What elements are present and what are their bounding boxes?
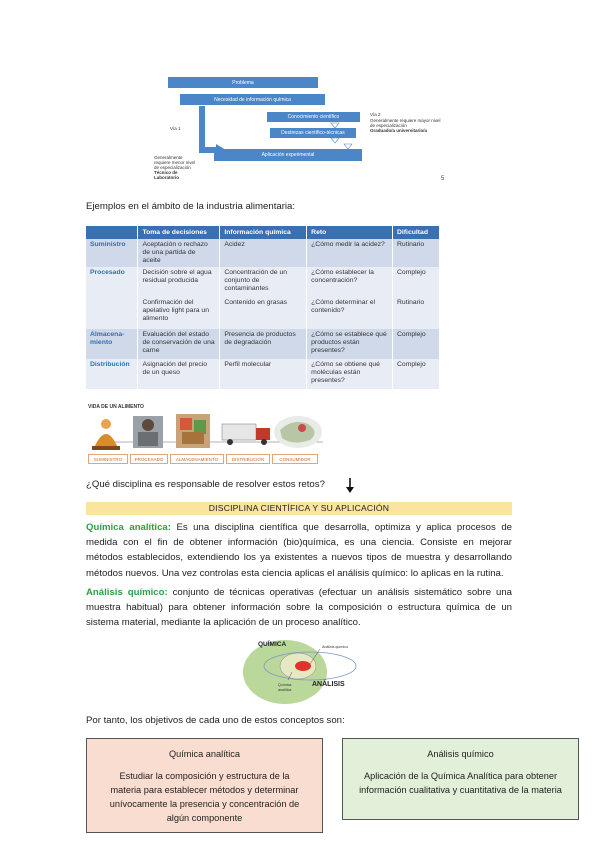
knowledge-bar: Conocimiento científico <box>267 112 360 122</box>
stage-label: DISTRIBUCIÓN <box>226 454 270 464</box>
table-cell: Complejo <box>393 359 440 389</box>
table-cell: Confirmación del apelativo light para un alimento <box>138 297 220 329</box>
via1-label: Vía 1 <box>170 126 181 131</box>
skills-bar: Destrezas científico-técnicas <box>270 128 356 138</box>
table-cell: Rutinario <box>393 239 440 267</box>
table-cell <box>86 297 138 329</box>
via1-note: requiere menor nivel <box>154 160 196 165</box>
table-cell: Perfil molecular <box>220 359 307 389</box>
table-cell: Acidez <box>220 239 307 267</box>
table-header <box>86 226 138 239</box>
table-header: Toma de decisiones <box>138 226 220 239</box>
aq-text: conjunto de técnicas operativas (efectuar un análisis sistemático sobre una muestra habitual) para obtener información sobre la composición o estructura química de un sistema material, mediante la aplicación de un proceso analítico. <box>86 587 512 629</box>
table-cell: Almacena-miento <box>86 329 138 359</box>
venn-chemistry-label: QUÍMICA <box>258 641 287 648</box>
table-cell: Complejo <box>393 329 440 359</box>
table-cell: Procesado <box>86 267 138 297</box>
via1-note: Generalmente <box>154 155 183 160</box>
need-bar: Necesidad de información química <box>180 94 325 105</box>
via1-note: Laboratorio <box>154 175 180 180</box>
table-cell: Contenido en grasas <box>220 297 307 329</box>
processing-icon <box>133 416 163 448</box>
storage-icon <box>176 414 210 448</box>
table-cell: Asignación del precio de un queso <box>138 359 220 389</box>
via2-note: de especialización <box>370 123 407 128</box>
stage-label: CONSUMIDOR <box>272 454 318 464</box>
aq-paragraph <box>86 585 512 631</box>
table-cell: ¿Cómo se obtiene qué moléculas están presentes? <box>307 359 393 389</box>
table-cell: ¿Cómo determinar el contenido? <box>307 297 393 329</box>
table-row <box>86 239 440 267</box>
aq-box-body: Aplicación de la Química Analítica para obtener información cualitativa y cuantitativa de la materia <box>359 771 562 795</box>
page-number: 5 <box>441 176 445 182</box>
table-row <box>86 297 440 329</box>
qa-text: Es una disciplina científica que desarrolla, optimiza y aplica procesos de medida con el fin de obtener información (bio)química, es una ciencia. Consiste en mejorar métodos establecidos, extendiendo los ya existentes a nuevos tipos de muestra y desarrollando métodos nuevos. Una vez controlas esta ciencia aplicas el análisis químico: lo aplicas en la rutina. <box>86 522 512 579</box>
table-cell: Concentración de un conjunto de contaminantes <box>220 267 307 297</box>
table-row <box>86 329 440 359</box>
table-header: Información química <box>220 226 307 239</box>
table-cell: Presencia de productos de degradación <box>220 329 307 359</box>
stage-label: ALMACENAMIENTO <box>170 454 224 464</box>
table-row <box>86 359 440 389</box>
examples-heading: Ejemplos en el ámbito de la industria alimentaria: <box>86 201 296 212</box>
down-arrow-icon <box>345 478 355 494</box>
food-chain-title: VIDA DE UN ALIMENTO <box>88 404 144 410</box>
aq-objective-box <box>342 738 579 820</box>
venn-qa-label: Química analítica <box>278 683 292 692</box>
section-banner: DISCIPLINA CIENTÍFICA Y SU APLICACIÓN <box>86 502 512 515</box>
table-cell: ¿Cómo establecer la concentración? <box>307 267 393 297</box>
table-cell: Distribución <box>86 359 138 389</box>
via2-label: Vía 2 <box>370 112 381 117</box>
qa-term: Química analítica: <box>86 522 171 533</box>
aq-term: Análisis químico: <box>86 587 168 598</box>
table-header-row <box>86 226 440 239</box>
objectives-heading: Por tanto, los objetivos de cada uno de estos conceptos son: <box>86 715 345 726</box>
qa-paragraph <box>86 520 512 581</box>
table-header: Dificultad <box>393 226 440 239</box>
consumer-icon <box>274 416 322 448</box>
via2-note: Generalmente requiere mayor nivel <box>370 118 441 123</box>
stage-label: SUMINISTRO <box>88 454 128 464</box>
table-cell: Aceptación o rechazo de una partida de aceite <box>138 239 220 267</box>
stage-label: PROCESADO <box>130 454 168 464</box>
aq-box-title: Análisis químico <box>427 749 494 759</box>
table-cell: Rutinario <box>393 297 440 329</box>
venn-analysis-label: ANÁLISIS <box>312 681 345 688</box>
table-row <box>86 267 440 297</box>
qa-objective-box <box>86 738 323 833</box>
via1-note: de especialización <box>154 165 191 170</box>
table-header: Reto <box>307 226 393 239</box>
table-cell: Evaluación del estado de conservación de una carne <box>138 329 220 359</box>
question-text: ¿Qué disciplina es responsable de resolver estos retos? <box>86 479 325 490</box>
problem-bar: Problema <box>168 77 318 88</box>
qa-box-title: Química analítica <box>169 749 240 759</box>
qa-box-body: Estudiar la composición y estructura de la materia para establecer métodos y determinar unívocamente la presencia y concentración de algún componente <box>109 771 300 823</box>
application-bar: Aplicación experimental <box>214 149 362 161</box>
table-cell: ¿Cómo se establece qué productos están presentes? <box>307 329 393 359</box>
table-cell: Complejo <box>393 267 440 297</box>
table-cell: Suministro <box>86 239 138 267</box>
via1-arrow <box>202 106 218 150</box>
examples-table <box>86 226 440 389</box>
food-chain-images <box>88 410 328 454</box>
venn-aq-label: Análisis químico <box>322 645 348 649</box>
supply-icon <box>92 419 120 450</box>
table-cell: Decisión sobre el agua residual producida <box>138 267 220 297</box>
chemical-analysis-region <box>295 661 311 671</box>
via2-note: Graduado/a universitario/a <box>370 128 428 133</box>
via1-note: Técnico de <box>154 170 178 175</box>
table-cell: ¿Cómo medir la acidez? <box>307 239 393 267</box>
